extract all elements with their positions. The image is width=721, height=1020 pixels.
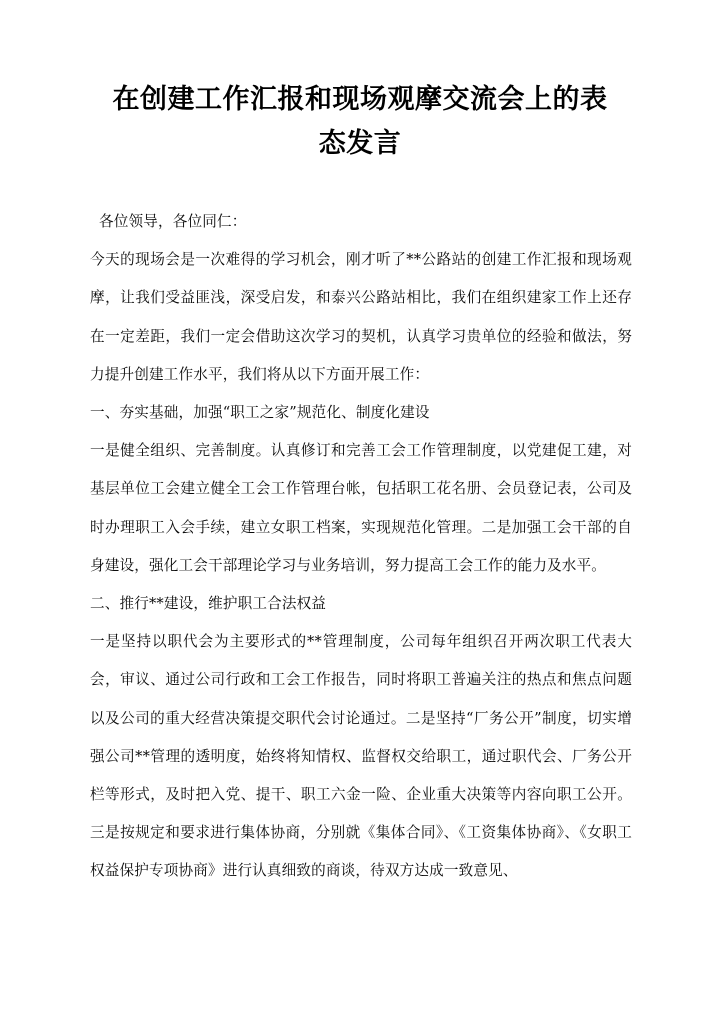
section-1-heading: 一、夯实基础，加强“职工之家”规范化、制度化建设 [90, 404, 430, 422]
section-2-body: 一是坚持以职代会为主要形式的**管理制度，公司每年组织召开两次职工代表大会，审议、通过公司行政和工会工作报告，同时将职工普遍关注的热点和焦点问题以及公司的重大经营决策提交职代会讨论通过。二是坚持“厂务公开”制度，切实增强公司**管理的透明度，始终将知情权、监督权交给职工，通过职代会、厂务公开栏等形式，及时把入党、提干、职工六金一险、企业重大决策等内容向职工公开。三是按规定和要求进行集体协商，分别就《集体合同》、《工资集体协商》、《女职工权益保护专项协商》进行认真细致的商谈，待双方达成一致意见、 [90, 633, 632, 880]
paragraph-intro: 今天的现场会是一次难得的学习机会，刚才听了**公路站的创建工作汇报和现场观摩，让我们受益匪浅，深受启发，和泰兴公路站相比，我们在组织建家工作上还存在一定差距，我们一定会借助这次学习的契机，认真学习贵单位的经验和做法，努力提升创建工作水平，我们将从以下方面开展工作： [90, 251, 632, 383]
paragraph-salutation: 各位领导，各位同仁： [99, 213, 247, 230]
document-title: 在创建工作汇报和现场观摩交流会上的表态发言 [112, 84, 608, 159]
section-2-heading: 二、推行**建设，维护职工合法权益 [90, 595, 327, 613]
section-1-body: 一是健全组织、完善制度。认真修订和完善工会工作管理制度，以党建促工建，对基层单位工会建立健全工会工作管理台帐，包括职工花名册、会员登记表，公司及时办理职工入会手续，建立女职工档案，实现规范化管理。二是加强工会干部的自身建设，强化工会干部理论学习与业务培训，努力提高工会工作的能力及水平。 [90, 442, 632, 574]
document-body [90, 203, 632, 891]
